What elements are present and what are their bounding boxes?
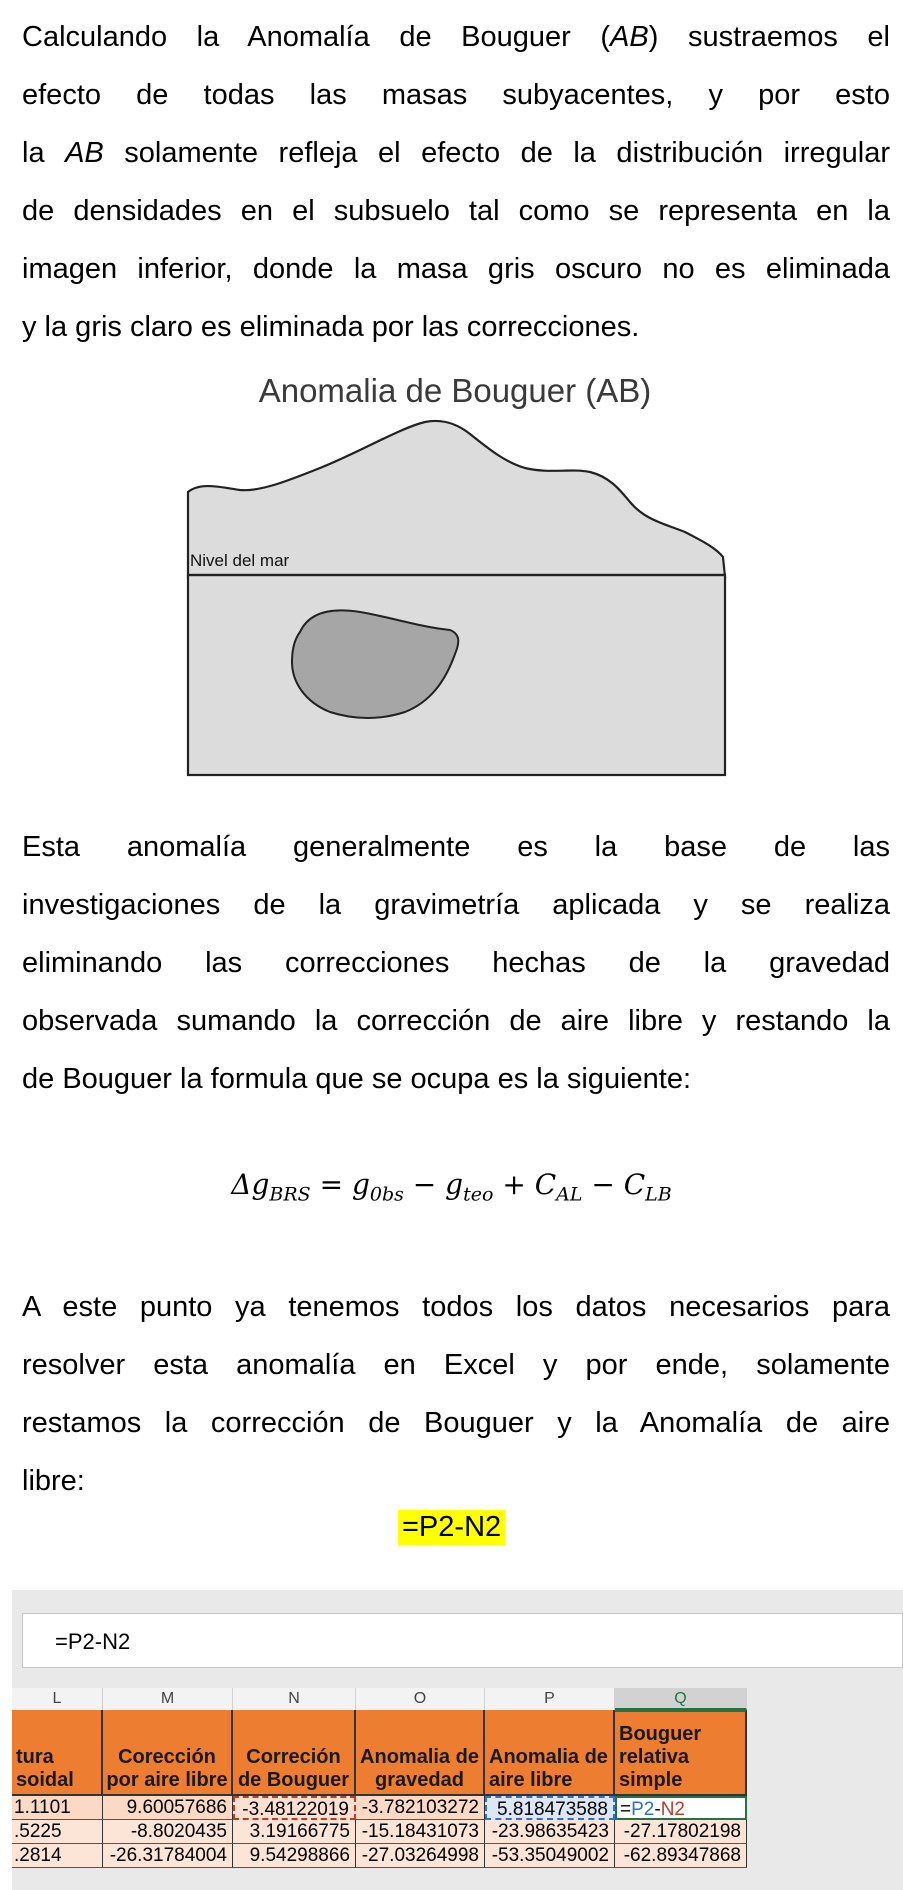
- table-row: [12, 1796, 903, 1820]
- intro-paragraph: [22, 8, 890, 356]
- table-row: [12, 1820, 903, 1844]
- header-cell[interactable]: Corección por aire libre: [103, 1710, 233, 1796]
- header-cell[interactable]: tura soidal: [12, 1710, 103, 1796]
- column-header[interactable]: L: [12, 1688, 103, 1710]
- text-line: de Bouguer la formula que se ocupa es la siguiente:: [22, 1063, 692, 1095]
- table-cell[interactable]: -27.17802198: [615, 1820, 747, 1844]
- subsurface-block: [188, 575, 725, 775]
- table-cell[interactable]: -23.98635423: [485, 1820, 615, 1844]
- excel-paragraph: [22, 1278, 890, 1510]
- text-line: la AB solamente refleja el efecto de la distribución irregular: [22, 137, 890, 169]
- active-cell[interactable]: =P2-N2: [615, 1796, 747, 1820]
- figure-title: Anomalia de Bouguer (AB): [258, 372, 652, 409]
- table-cell[interactable]: -15.18431073: [356, 1820, 485, 1844]
- table-cell[interactable]: -3.782103272: [356, 1796, 485, 1820]
- text-line: A este punto ya tenemos todos los datos necesarios para: [22, 1291, 890, 1323]
- header-cell[interactable]: Bouguer relativa simple: [615, 1710, 747, 1796]
- table-cell[interactable]: -27.03264998: [356, 1844, 485, 1868]
- table-cell[interactable]: .2814: [12, 1844, 103, 1868]
- table-cell[interactable]: -53.35049002: [485, 1844, 615, 1868]
- text-line: libre:: [22, 1465, 85, 1497]
- text-line: restamos la corrección de Bouguer y la Anomalía de aire: [22, 1407, 890, 1439]
- column-header-bar: [12, 1688, 903, 1710]
- text-line: observada sumando la corrección de aire libre y restando la: [22, 1005, 890, 1037]
- spreadsheet-view: [12, 1590, 903, 1890]
- table-cell[interactable]: -8.8020435: [103, 1820, 233, 1844]
- cross-section-diagram: [160, 372, 750, 802]
- referenced-cell-p2[interactable]: 5.818473588: [485, 1796, 615, 1820]
- column-header[interactable]: M: [103, 1688, 233, 1710]
- table-cell[interactable]: 9.54298866: [233, 1844, 356, 1868]
- referenced-cell-n2[interactable]: -3.48122019: [233, 1796, 356, 1820]
- header-row: [12, 1710, 903, 1796]
- text-line: Calculando la Anomalía de Bouguer (AB) sustraemos el: [22, 21, 890, 53]
- text-line: eliminando las correcciones hechas de la gravedad: [22, 947, 890, 979]
- text-line: Esta anomalía generalmente es la base de las: [22, 831, 890, 863]
- sea-level-label: Nivel del mar: [190, 551, 290, 570]
- table-cell[interactable]: 1.1101: [12, 1796, 103, 1820]
- table-row: [12, 1844, 903, 1868]
- text-line: efecto de todas las masas subyacentes, y por esto: [22, 79, 890, 111]
- header-cell[interactable]: Anomalia de aire libre: [485, 1710, 615, 1796]
- column-header[interactable]: O: [356, 1688, 485, 1710]
- method-paragraph: [22, 818, 890, 1108]
- header-cell[interactable]: Anomalia de gravedad: [356, 1710, 485, 1796]
- table-cell[interactable]: -62.89347868: [615, 1844, 747, 1868]
- table-cell[interactable]: 3.19166775: [233, 1820, 356, 1844]
- formula-bar[interactable]: =P2-N2: [22, 1613, 903, 1668]
- column-header[interactable]: N: [233, 1688, 356, 1710]
- text-line: imagen inferior, donde la masa gris oscuro no es eliminada: [22, 253, 890, 285]
- text-line: investigaciones de la gravimetría aplicada y se realiza: [22, 889, 890, 921]
- highlighted-formula: =P2-N2: [398, 1510, 505, 1545]
- text-line: y la gris claro es eliminada por las correcciones.: [22, 311, 640, 343]
- column-header-selected[interactable]: Q: [615, 1688, 747, 1710]
- column-header[interactable]: P: [485, 1688, 615, 1710]
- header-cell[interactable]: Correción de Bouguer: [233, 1710, 356, 1796]
- bouguer-formula: $\Delta g_{BRS} = g_{0bs} - g_{teo} + C_{AL} - C_{LB}$: [231, 1168, 672, 1206]
- text-line: de densidades en el subsuelo tal como se representa en la: [22, 195, 890, 227]
- text-line: resolver esta anomalía en Excel y por ende, solamente: [22, 1349, 890, 1381]
- table-cell[interactable]: .5225: [12, 1820, 103, 1844]
- table-cell[interactable]: 9.60057686: [103, 1796, 233, 1820]
- table-cell[interactable]: -26.31784004: [103, 1844, 233, 1868]
- bouguer-anomaly-figure: [160, 372, 750, 802]
